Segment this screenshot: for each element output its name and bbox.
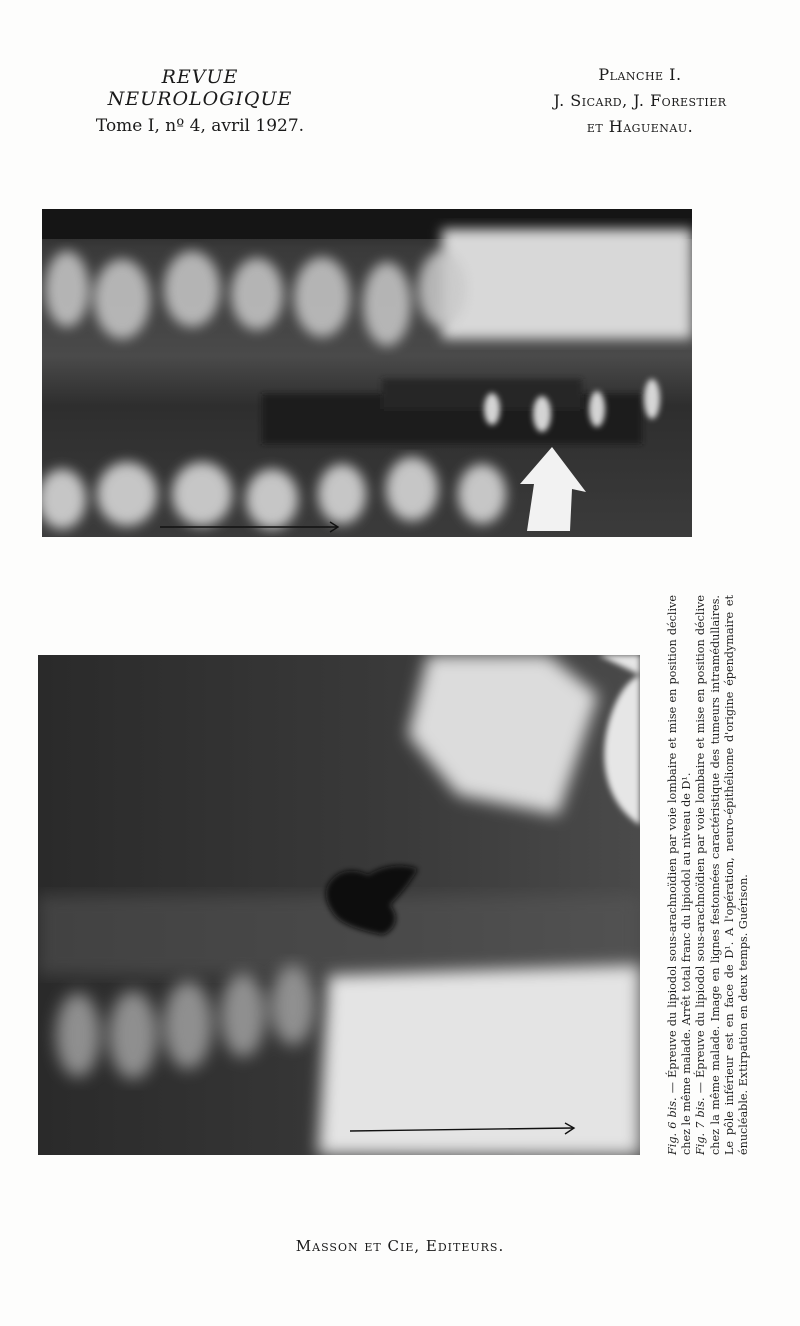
journal-issue: Tome I, nº 4, avril 1927. (95, 116, 305, 136)
caption-fig7-text: — Épreuve du lipiodol sous-arachnoïdien par voie lombaire et mise en position déclive chez la même malade. Image en lignes festonnées caractéristique des tumeurs intramédullaires. Le pôle inférieur est en face de D¹. A l'opération, neuro-épithéliome d'origine épendymaire et énucléable. Extirpation en deux temps. Guérison. (694, 594, 751, 1155)
caption-fig7-label: Fig. 7 bis. (694, 1097, 708, 1155)
journal-title: REVUE NEUROLOGIQUE (107, 66, 293, 110)
caption-fig7 (694, 595, 751, 1155)
caption-fig6-label: Fig. 6 bis. (666, 1097, 679, 1155)
publisher-footer: Masson et Cie, Editeurs. (295, 1237, 505, 1255)
caption-fig6-text: — Épreuve du lipiodol sous-arachnoïdien par voie lombaire et mise en position déclive chez le même malade. Arrêt total franc du lipiodol au niveau de D¹. (666, 594, 694, 1155)
authors-line-1: J. Sicard, J. Forestier (553, 91, 727, 110)
figure-captions (666, 595, 786, 1155)
journal-header (70, 66, 330, 136)
authors-line-2: et Haguenau. (586, 117, 694, 136)
xray-figure-7bis (38, 655, 640, 1155)
plate-header (520, 62, 760, 140)
xray-figure-6bis (42, 209, 692, 537)
plate-number: Planche I. (598, 65, 682, 84)
caption-fig6 (666, 595, 694, 1155)
